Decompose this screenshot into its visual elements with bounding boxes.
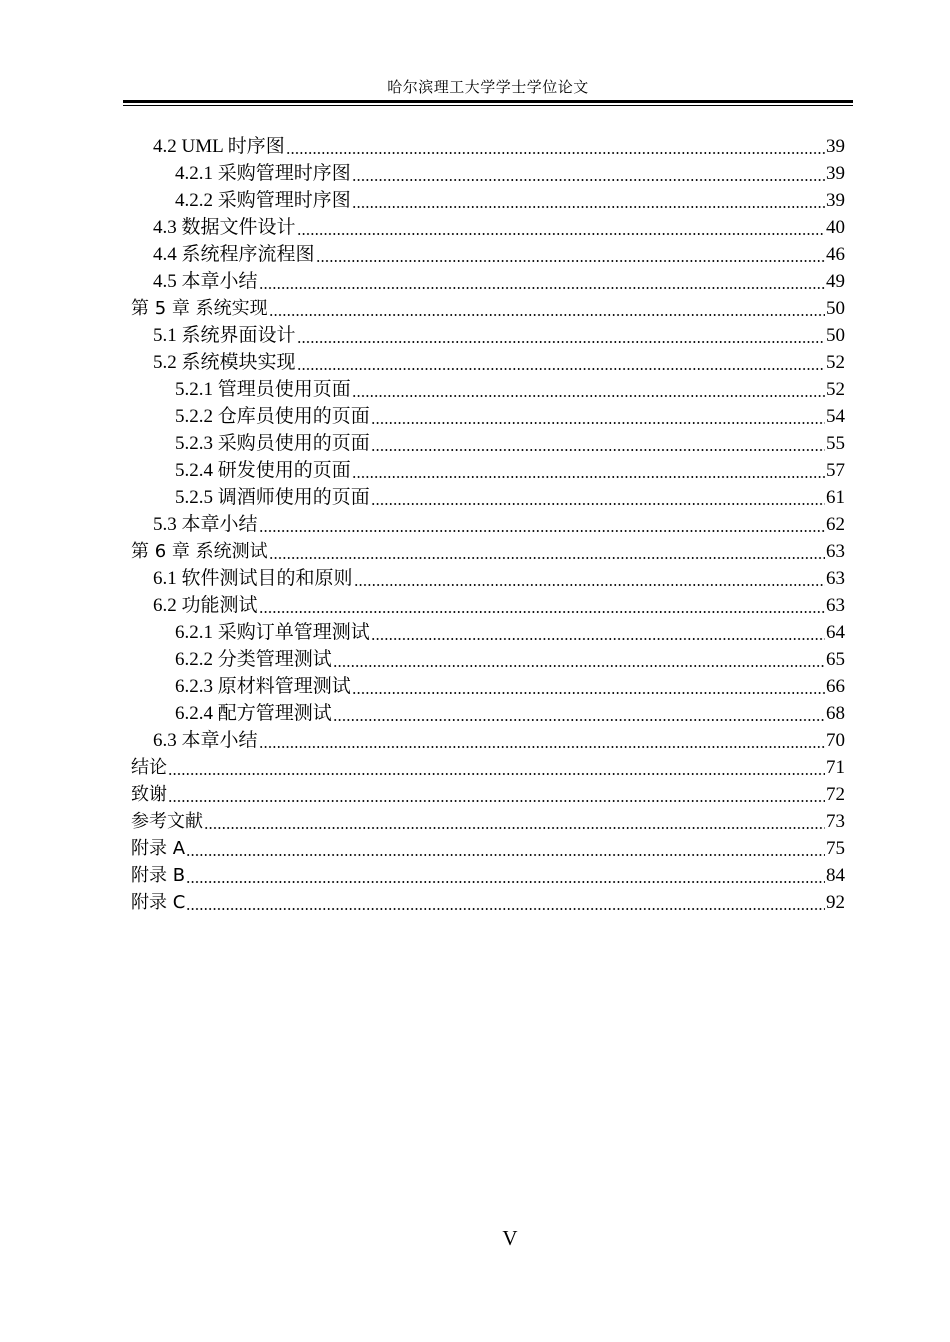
toc-dot-leader: [352, 168, 825, 182]
header-rule-thick: [123, 100, 853, 103]
toc-entry[interactable]: [0, 375, 950, 402]
toc-entry-title: 4.2.2 采购管理时序图: [175, 190, 351, 211]
toc-entry[interactable]: [0, 456, 950, 483]
toc-dot-leader: [269, 546, 825, 560]
toc-entry[interactable]: [0, 348, 950, 375]
toc-entry-page: 52: [826, 352, 845, 373]
toc-dot-leader: [352, 465, 825, 479]
toc-dot-leader: [333, 654, 825, 668]
toc-entry[interactable]: [0, 591, 950, 618]
toc-entry[interactable]: [0, 240, 950, 267]
toc-entry[interactable]: [0, 888, 950, 915]
toc-entry[interactable]: [0, 321, 950, 348]
toc-entry-page: 63: [826, 568, 845, 589]
toc-entry[interactable]: [0, 294, 950, 321]
toc-entry[interactable]: [0, 510, 950, 537]
toc-dot-leader: [371, 438, 825, 452]
toc-entry-page: 55: [826, 433, 845, 454]
toc-entry[interactable]: [0, 699, 950, 726]
toc-entry-page: 57: [826, 460, 845, 481]
toc-entry-title: 6.2.4 配方管理测试: [175, 703, 332, 724]
toc-entry-title: 第 6 章 系统测试: [131, 541, 268, 562]
toc-entry[interactable]: [0, 753, 950, 780]
toc-dot-leader: [259, 519, 825, 533]
toc-entry-title: 致谢: [131, 784, 167, 805]
toc-entry-title: 6.3 本章小结: [153, 730, 258, 751]
toc-entry-page: 39: [826, 163, 845, 184]
toc-entry-page: 52: [826, 379, 845, 400]
toc-entry-page: 84: [826, 865, 845, 886]
toc-entry-title: 5.1 系统界面设计: [153, 325, 296, 346]
toc-entry-title: 第 5 章 系统实现: [131, 298, 268, 319]
toc-entry-page: 71: [826, 757, 845, 778]
toc-dot-leader: [269, 303, 825, 317]
toc-entry-page: 62: [826, 514, 845, 535]
toc-entry[interactable]: [0, 483, 950, 510]
toc-entry-title: 6.2.1 采购订单管理测试: [175, 622, 370, 643]
toc-entry[interactable]: [0, 267, 950, 294]
toc-entry-page: 63: [826, 595, 845, 616]
toc-dot-leader: [168, 789, 825, 803]
toc-entry-page: 46: [826, 244, 845, 265]
toc-entry[interactable]: [0, 429, 950, 456]
toc-entry-page: 50: [826, 325, 845, 346]
toc-entry-title: 6.2.3 原材料管理测试: [175, 676, 351, 697]
toc-dot-leader: [352, 681, 825, 695]
toc-entry[interactable]: [0, 132, 950, 159]
toc-dot-leader: [168, 762, 825, 776]
toc-entry-page: 39: [826, 190, 845, 211]
toc-entry-page: 65: [826, 649, 845, 670]
toc-entry-page: 40: [826, 217, 845, 238]
toc-dot-leader: [259, 276, 825, 290]
toc-entry-title: 4.2 UML 时序图: [153, 136, 285, 157]
toc-entry-title: 5.2.3 采购员使用的页面: [175, 433, 370, 454]
toc-dot-leader: [371, 627, 825, 641]
table-of-contents: [0, 132, 950, 915]
toc-entry[interactable]: [0, 537, 950, 564]
toc-entry-title: 6.1 软件测试目的和原则: [153, 568, 353, 589]
toc-dot-leader: [354, 573, 825, 587]
toc-entry-page: 72: [826, 784, 845, 805]
toc-entry-title: 5.2 系统模块实现: [153, 352, 296, 373]
toc-entry[interactable]: [0, 213, 950, 240]
toc-entry[interactable]: [0, 159, 950, 186]
toc-dot-leader: [259, 600, 825, 614]
toc-entry-title: 附录 B: [131, 865, 186, 886]
toc-entry-title: 4.3 数据文件设计: [153, 217, 296, 238]
toc-dot-leader: [352, 195, 825, 209]
toc-entry[interactable]: [0, 645, 950, 672]
toc-entry-page: 92: [826, 892, 845, 913]
toc-dot-leader: [371, 411, 825, 425]
toc-entry[interactable]: [0, 834, 950, 861]
toc-entry[interactable]: [0, 402, 950, 429]
toc-entry-title: 6.2.2 分类管理测试: [175, 649, 332, 670]
toc-entry-title: 5.3 本章小结: [153, 514, 258, 535]
toc-dot-leader: [186, 870, 825, 884]
toc-dot-leader: [352, 384, 825, 398]
toc-entry-title: 4.5 本章小结: [153, 271, 258, 292]
toc-entry-page: 73: [826, 811, 845, 832]
toc-entry-title: 5.2.1 管理员使用页面: [175, 379, 351, 400]
toc-entry-title: 6.2 功能测试: [153, 595, 258, 616]
toc-entry[interactable]: [0, 186, 950, 213]
toc-entry-page: 49: [826, 271, 845, 292]
toc-entry-title: 附录 C: [131, 892, 186, 913]
toc-entry[interactable]: [0, 618, 950, 645]
toc-dot-leader: [286, 141, 825, 155]
toc-dot-leader: [186, 897, 825, 911]
toc-dot-leader: [259, 735, 825, 749]
toc-entry-page: 64: [826, 622, 845, 643]
toc-entry-page: 70: [826, 730, 845, 751]
page-number: V: [502, 1226, 518, 1250]
toc-entry-title: 附录 A: [131, 838, 186, 859]
toc-dot-leader: [297, 222, 825, 236]
toc-entry-page: 75: [826, 838, 845, 859]
toc-entry[interactable]: [0, 564, 950, 591]
toc-entry-page: 66: [826, 676, 845, 697]
toc-entry-page: 50: [826, 298, 845, 319]
toc-entry-title: 5.2.5 调酒师使用的页面: [175, 487, 370, 508]
header-rule-thin: [123, 105, 853, 106]
toc-entry-title: 参考文献: [131, 811, 203, 832]
running-header: 哈尔滨理工大学学士学位论文: [387, 80, 589, 96]
toc-entry-title: 4.4 系统程序流程图: [153, 244, 315, 265]
toc-entry[interactable]: [0, 861, 950, 888]
toc-entry[interactable]: [0, 726, 950, 753]
toc-entry-page: 68: [826, 703, 845, 724]
toc-entry[interactable]: [0, 807, 950, 834]
toc-entry-page: 54: [826, 406, 845, 427]
toc-dot-leader: [333, 708, 825, 722]
toc-dot-leader: [204, 816, 825, 830]
toc-entry-page: 61: [826, 487, 845, 508]
toc-entry-title: 4.2.1 采购管理时序图: [175, 163, 351, 184]
toc-entry-title: 结论: [131, 757, 167, 778]
toc-entry-title: 5.2.4 研发使用的页面: [175, 460, 351, 481]
toc-dot-leader: [186, 843, 825, 857]
toc-entry-page: 39: [826, 136, 845, 157]
toc-dot-leader: [297, 357, 825, 371]
toc-entry-title: 5.2.2 仓库员使用的页面: [175, 406, 370, 427]
toc-dot-leader: [297, 330, 825, 344]
toc-dot-leader: [316, 249, 825, 263]
toc-entry-page: 63: [826, 541, 845, 562]
toc-entry[interactable]: [0, 780, 950, 807]
toc-entry[interactable]: [0, 672, 950, 699]
toc-dot-leader: [371, 492, 825, 506]
